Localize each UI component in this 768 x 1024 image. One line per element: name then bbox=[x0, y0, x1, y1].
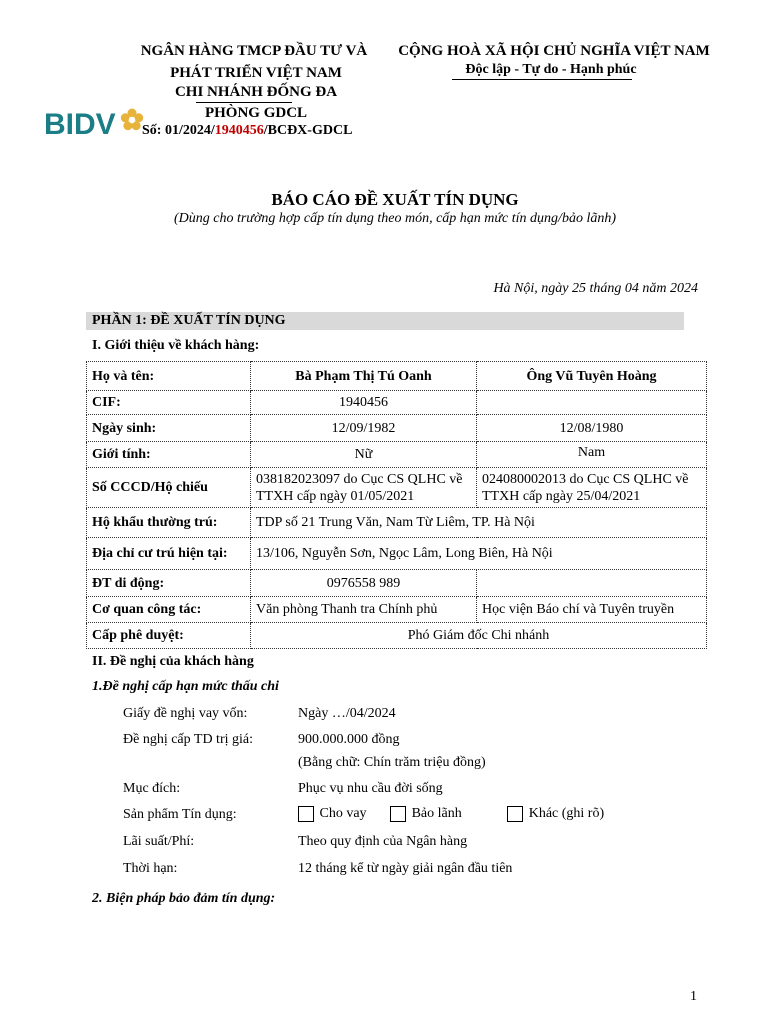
interest-rate-label: Lãi suất/Phí: bbox=[123, 834, 195, 849]
table-row bbox=[87, 508, 707, 538]
credit-product-label: Sản phẩm Tín dụng: bbox=[123, 807, 237, 822]
purpose-value: Phục vụ nhu cầu đời sống bbox=[298, 781, 443, 796]
svg-text:BIDV: BIDV bbox=[44, 108, 116, 138]
customer2-gender: Nam bbox=[477, 442, 707, 468]
current-address: 13/106, Nguyễn Sơn, Ngọc Lâm, Long Biên, Hà Nội bbox=[251, 538, 707, 570]
sub1-heading: 1.Đề nghị cấp hạn mức thấu chi bbox=[92, 679, 279, 694]
label-dob: Ngày sinh: bbox=[87, 415, 251, 442]
document-number bbox=[142, 123, 352, 139]
term-value: 12 tháng kể từ ngày giải ngân đầu tiên bbox=[298, 861, 513, 876]
customer2-dob: 12/08/1980 bbox=[477, 415, 707, 442]
customer1-dob: 12/09/1982 bbox=[251, 415, 477, 442]
table-row bbox=[87, 362, 707, 391]
customer2-phone bbox=[477, 570, 707, 597]
label-current-address: Địa chỉ cư trú hiện tại: bbox=[87, 538, 251, 570]
loan-checkbox[interactable] bbox=[298, 806, 314, 822]
page-number: 1 bbox=[690, 989, 697, 1004]
label-permanent-address: Hộ khẩu thường trú: bbox=[87, 508, 251, 538]
customer2-cif bbox=[477, 391, 707, 415]
customer1-cif: 1940456 bbox=[251, 391, 477, 415]
loan-request-label: Giấy đề nghị vay vốn: bbox=[123, 706, 248, 721]
table-row bbox=[87, 468, 707, 508]
doc-number-cif: 1940456 bbox=[214, 123, 264, 138]
label-approval-level: Cấp phê duyệt: bbox=[87, 623, 251, 649]
loan-option-label: Cho vay bbox=[319, 806, 367, 821]
other-option-label: Khác (ghi rõ) bbox=[528, 806, 605, 821]
customer1-gender: Nữ bbox=[251, 442, 477, 468]
customer1-workplace: Văn phòng Thanh tra Chính phủ bbox=[251, 597, 477, 623]
guarantee-option-label: Bảo lãnh bbox=[411, 806, 462, 821]
table-row bbox=[87, 570, 707, 597]
report-title: BÁO CÁO ĐỀ XUẤT TÍN DỤNG bbox=[271, 190, 519, 209]
customer-info-table bbox=[86, 361, 707, 649]
purpose-label: Mục đích: bbox=[123, 781, 181, 796]
permanent-address: TDP số 21 Trung Văn, Nam Từ Liêm, TP. Hà Nội bbox=[251, 508, 707, 538]
label-id: Số CCCD/Hộ chiếu bbox=[87, 468, 251, 508]
sub2-heading: 2. Biện pháp bảo đảm tín dụng: bbox=[92, 891, 276, 906]
doc-number-prefix: Số: 01/2024/ bbox=[142, 123, 215, 138]
label-workplace: Cơ quan công tác: bbox=[87, 597, 251, 623]
label-cif: CIF: bbox=[87, 391, 251, 415]
customer2-id: 024080002013 do Cục CS QLHC về TTXH cấp ngày 25/04/2021 bbox=[477, 468, 707, 508]
term-label: Thời hạn: bbox=[123, 861, 178, 876]
motto: Độc lập - Tự do - Hạnh phúc bbox=[465, 62, 637, 77]
country-name: CỘNG HOÀ XÃ HỘI CHỦ NGHĨA VIỆT NAM bbox=[398, 43, 710, 59]
table-row bbox=[87, 442, 707, 468]
label-name: Họ và tên: bbox=[87, 362, 251, 391]
bank-name-line1: NGÂN HÀNG TMCP ĐẦU TƯ VÀ bbox=[140, 43, 368, 59]
credit-product-options bbox=[298, 806, 604, 822]
branch-name: CHI NHÁNH ĐỐNG ĐA bbox=[174, 84, 338, 100]
department-name: PHÒNG GDCL bbox=[204, 105, 308, 121]
section1-heading: I. Giới thiệu về khách hàng: bbox=[92, 338, 260, 353]
credit-amount-words: (Bằng chữ: Chín trăm triệu đồng) bbox=[298, 755, 486, 770]
section2-heading: II. Đề nghị của khách hàng bbox=[92, 654, 254, 669]
label-phone: ĐT di động: bbox=[87, 570, 251, 597]
customer1-name: Bà Phạm Thị Tú Oanh bbox=[251, 362, 477, 391]
table-row bbox=[87, 623, 707, 649]
table-row bbox=[87, 391, 707, 415]
bank-name-line2: PHÁT TRIỂN VIỆT NAM bbox=[170, 65, 342, 81]
doc-number-suffix: /BCĐX-GDCL bbox=[263, 123, 353, 138]
branch-underline bbox=[196, 102, 292, 103]
customer2-workplace: Học viện Báo chí và Tuyên truyền bbox=[477, 597, 707, 623]
motto-underline bbox=[452, 79, 632, 80]
credit-amount-value: 900.000.000 đồng bbox=[298, 732, 400, 747]
interest-rate-value: Theo quy định của Ngân hàng bbox=[298, 834, 468, 849]
report-subtitle: (Dùng cho trường hợp cấp tín dụng theo món, cấp hạn mức tín dụng/bảo lãnh) bbox=[173, 211, 616, 226]
part1-heading: PHẦN 1: ĐỀ XUẤT TÍN DỤNG bbox=[86, 312, 684, 330]
credit-amount-label: Đề nghị cấp TD trị giá: bbox=[123, 732, 253, 747]
customer1-phone: 0976558 989 bbox=[251, 570, 477, 597]
loan-request-value: Ngày …/04/2024 bbox=[298, 706, 396, 721]
table-row bbox=[87, 538, 707, 570]
bidv-logo bbox=[44, 106, 148, 138]
label-gender: Giới tính: bbox=[87, 442, 251, 468]
other-checkbox[interactable] bbox=[507, 806, 523, 822]
table-row bbox=[87, 415, 707, 442]
table-row bbox=[87, 597, 707, 623]
guarantee-checkbox[interactable] bbox=[390, 806, 406, 822]
date-line: Hà Nội, ngày 25 tháng 04 năm 2024 bbox=[493, 281, 698, 296]
customer2-name: Ông Vũ Tuyên Hoàng bbox=[477, 362, 707, 391]
approval-level: Phó Giám đốc Chi nhánh bbox=[251, 623, 707, 649]
customer1-id: 038182023097 do Cục CS QLHC về TTXH cấp ngày 01/05/2021 bbox=[251, 468, 477, 508]
